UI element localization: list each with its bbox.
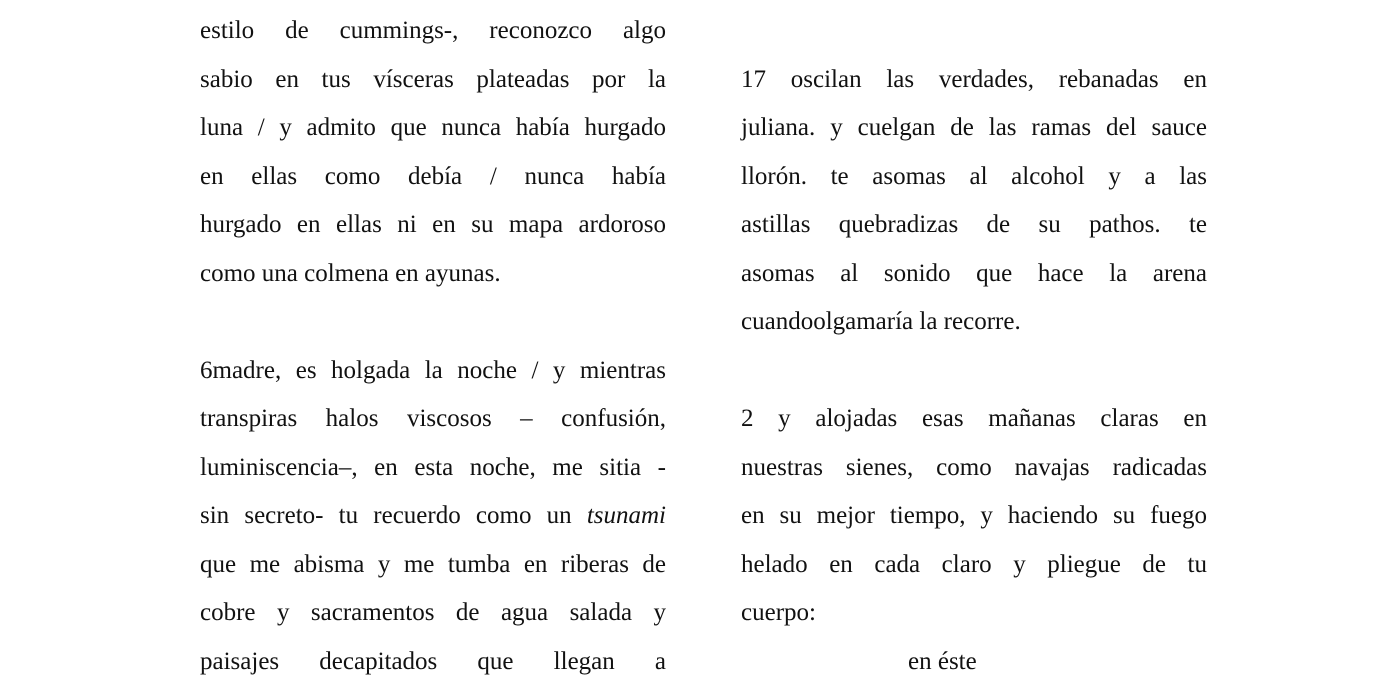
- text-line: cobre y sacramentos de agua salada y: [200, 599, 666, 626]
- text-line: como una colmena en ayunas.: [200, 259, 501, 287]
- text-line: luna / y admito que nunca había hurgado: [200, 114, 666, 141]
- text-line: hurgado en ellas ni en su mapa ardoroso: [200, 211, 666, 238]
- text-line: astillas quebradizas de su pathos. te: [741, 211, 1207, 238]
- text-line: 17 oscilan las verdades, rebanadas en: [741, 65, 1207, 93]
- text-line: 6madre, es holgada la noche / y mientras: [200, 356, 666, 384]
- text-line: sabio en tus vísceras plateadas por la: [200, 65, 666, 93]
- paragraph-gap: [200, 298, 666, 347]
- right-text-column: [741, 56, 1207, 638]
- text-line: en ellas como debía / nunca había: [200, 162, 666, 190]
- text-line: [200, 492, 666, 541]
- text-line: en su mejor tiempo, y haciendo su fuego: [741, 502, 1207, 529]
- italic-word: tsunami: [586, 502, 667, 529]
- text-segment: sin secreto- tu recuerdo como un: [200, 502, 572, 529]
- paragraph-gap: [741, 347, 1207, 396]
- text-line: transpiras halos viscosos – confusión,: [200, 405, 666, 432]
- indented-verse-line: en éste: [908, 648, 977, 675]
- text-line: que me abisma y me tumba en riberas de: [200, 550, 666, 578]
- text-line: estilo de cummings-, reconozco algo: [200, 17, 666, 44]
- left-text-column: [200, 7, 666, 686]
- text-line: asomas al sonido que hace la arena: [741, 259, 1207, 287]
- text-line: 2 y alojadas esas mañanas claras en: [741, 405, 1207, 432]
- text-line: nuestras sienes, como navajas radicadas: [741, 453, 1207, 481]
- text-line: cuandoolgamaría la recorre.: [741, 308, 1021, 335]
- text-line: llorón. te asomas al alcohol y a las: [741, 162, 1207, 190]
- text-line: paisajes decapitados que llegan a: [200, 647, 666, 675]
- text-line: helado en cada claro y pliegue de tu: [741, 550, 1207, 578]
- text-line: juliana. y cuelgan de las ramas del sauce: [741, 114, 1207, 141]
- text-line: cuerpo:: [741, 599, 816, 626]
- text-line: luminiscencia–, en esta noche, me sitia -: [200, 453, 666, 481]
